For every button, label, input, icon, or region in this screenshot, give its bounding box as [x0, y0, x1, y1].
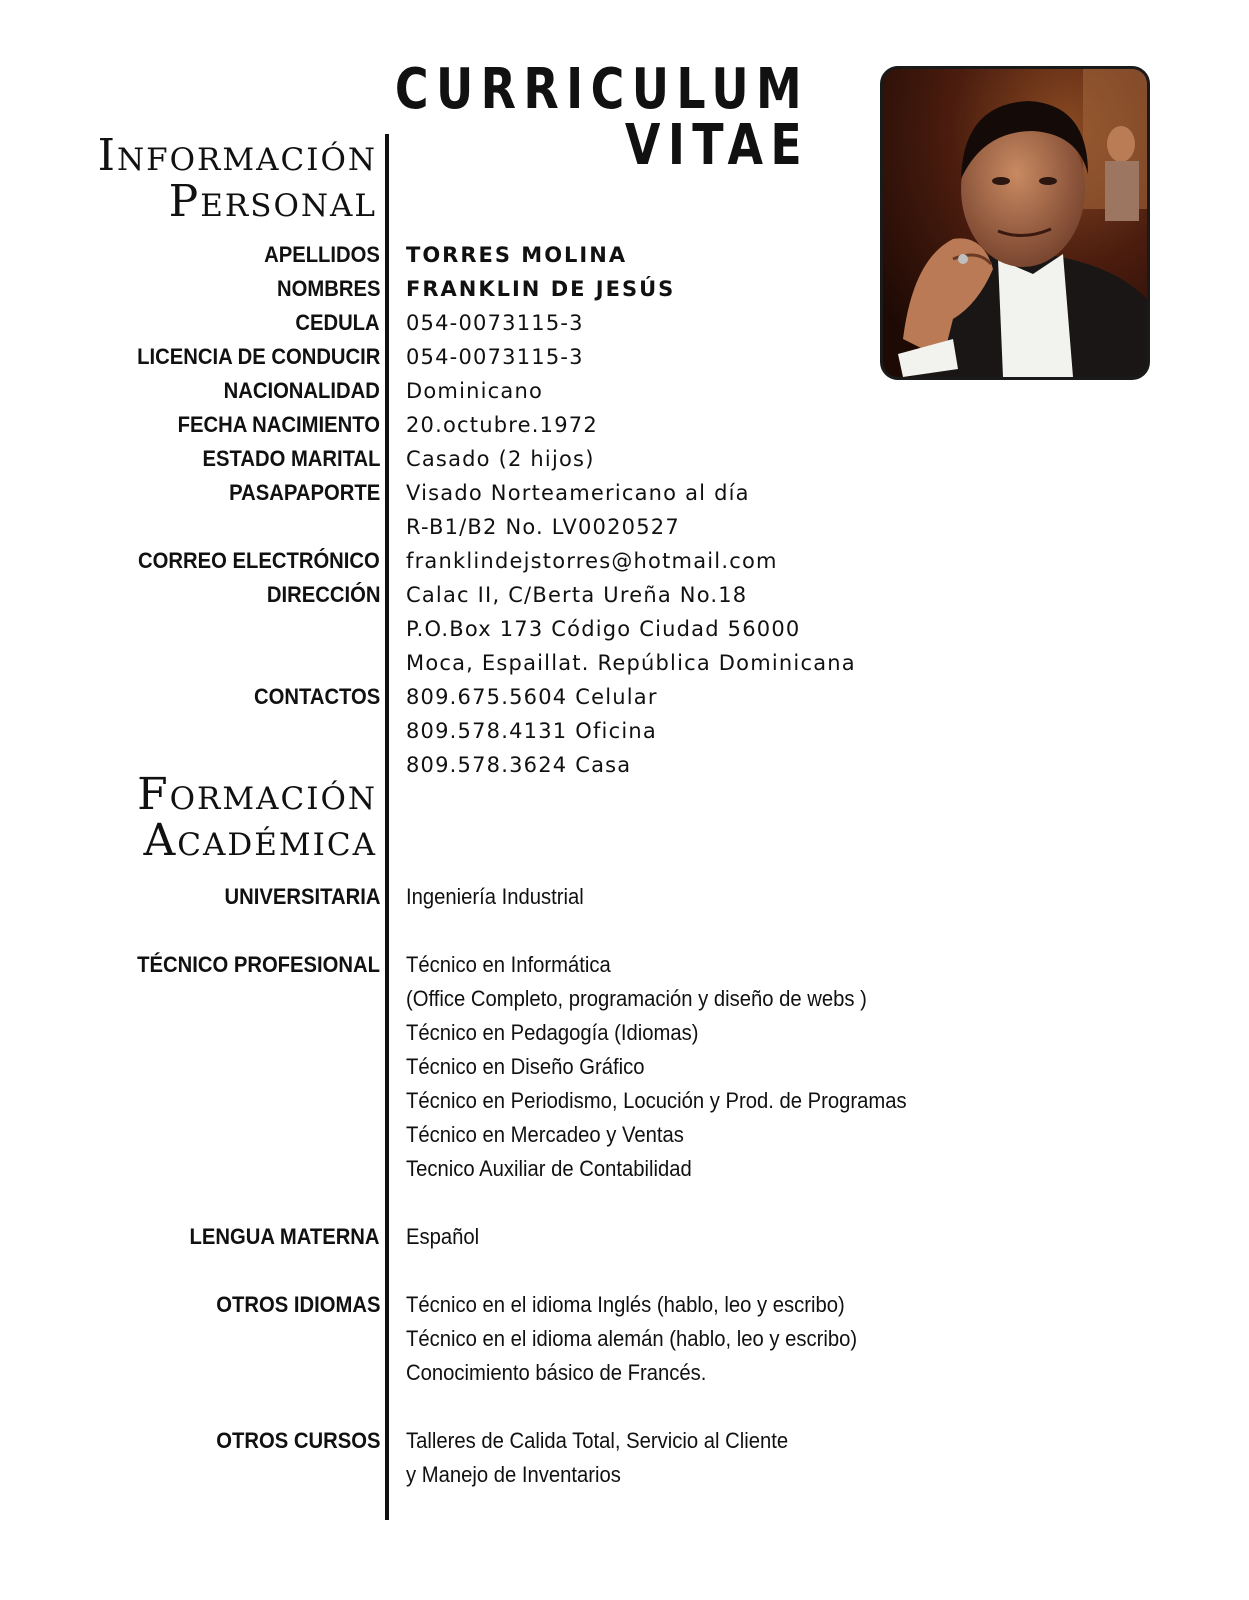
row-otros-cursos: [0, 1424, 1249, 1458]
label-cedula: CEDULA: [295, 310, 380, 335]
heading-line: Información: [97, 130, 377, 181]
list-item: Técnico en Periodismo, Locución y Prod. de Programas: [406, 1088, 907, 1113]
row-tecnico-cont: [0, 1118, 1249, 1152]
title-line-curriculum: CURRICULUM: [394, 57, 809, 122]
list-item: Técnico en Pedagogía (Idiomas): [406, 1020, 699, 1045]
row-pasaporte: [0, 476, 1249, 510]
list-item: Talleres de Calida Total, Servicio al Cliente: [406, 1428, 789, 1453]
row-contactos: [0, 680, 1249, 714]
row-otros-idiomas-cont: [0, 1322, 1249, 1356]
document-title: [394, 57, 809, 178]
label-nombres: NOMBRES: [276, 276, 380, 301]
row-tecnico: [0, 948, 1249, 982]
row-nacionalidad: [0, 374, 1249, 408]
row-tecnico-cont: [0, 1152, 1249, 1186]
label-contactos: CONTACTOS: [253, 684, 380, 709]
list-item: (Office Completo, programación y diseño de webs ): [406, 986, 867, 1011]
value-cedula: 054-0073115-3: [406, 311, 584, 335]
list-item: Tecnico Auxiliar de Contabilidad: [406, 1156, 692, 1181]
row-universitaria: [0, 880, 1249, 914]
row-lengua-materna: [0, 1220, 1249, 1254]
heading-line: Académica: [143, 815, 377, 866]
value-nombres: FRANKLIN DE JESÚS: [406, 277, 676, 301]
list-item: Técnico en Mercadeo y Ventas: [406, 1122, 684, 1147]
list-item: y Manejo de Inventarios: [406, 1462, 621, 1487]
value-nacionalidad: Dominicano: [406, 379, 544, 403]
value-estado-marital: Casado (2 hijos): [406, 447, 595, 471]
value-licencia: 054-0073115-3: [406, 345, 584, 369]
list-item: Técnico en Informática: [406, 952, 611, 977]
row-tecnico-cont: [0, 1050, 1249, 1084]
label-nacionalidad: NACIONALIDAD: [223, 378, 380, 403]
label-licencia: LICENCIA DE CONDUCIR: [136, 344, 380, 369]
value-fecha-nacimiento: 20.octubre.1972: [406, 413, 598, 437]
heading-line: Formación: [137, 769, 377, 820]
section-heading-academic: [137, 769, 377, 866]
label-otros-idiomas: OTROS IDIOMAS: [215, 1292, 380, 1317]
value-contacto: 809.578.3624 Casa: [406, 753, 632, 777]
value-direccion: Calac II, C/Berta Ureña No.18: [406, 583, 748, 607]
label-correo: CORREO ELECTRÓNICO: [138, 548, 380, 573]
row-apellidos: [0, 238, 1249, 272]
value-apellidos: TORRES MOLINA: [406, 243, 628, 267]
value-direccion-line: Moca, Espaillat. República Dominicana: [406, 651, 856, 675]
row-direccion: [0, 578, 1249, 612]
value-universitaria: Ingeniería Industrial: [406, 884, 584, 909]
row-tecnico-cont: [0, 982, 1249, 1016]
list-item: Conocimiento básico de Francés.: [406, 1360, 707, 1385]
row-otros-idiomas: [0, 1288, 1249, 1322]
value-pasaporte: Visado Norteamericano al día: [406, 481, 750, 505]
label-estado-marital: ESTADO MARITAL: [201, 446, 380, 471]
row-pasaporte-cont: [0, 510, 1249, 544]
label-lengua-materna: LENGUA MATERNA: [189, 1224, 380, 1249]
value-lengua-materna: Español: [406, 1224, 480, 1249]
list-item: Técnico en Diseño Gráfico: [406, 1054, 645, 1079]
value-contacto: 809.578.4131 Oficina: [406, 719, 657, 743]
label-apellidos: APELLIDOS: [264, 242, 380, 267]
label-pasaporte: PASAPAPORTE: [228, 480, 380, 505]
row-contactos-cont: [0, 714, 1249, 748]
row-direccion-cont: [0, 646, 1249, 680]
row-otros-idiomas-cont: [0, 1356, 1249, 1390]
value-correo: franklindejstorres@hotmail.com: [406, 549, 778, 573]
label-fecha-nacimiento: FECHA NACIMIENTO: [177, 412, 380, 437]
value-contacto: 809.675.5604 Celular: [406, 685, 658, 709]
label-direccion: DIRECCIÓN: [266, 582, 380, 607]
label-tecnico: TÉCNICO PROFESIONAL: [137, 952, 380, 977]
row-licencia: [0, 340, 1249, 374]
heading-line: Personal: [168, 176, 377, 227]
row-tecnico-cont: [0, 1016, 1249, 1050]
row-nombres: [0, 272, 1249, 306]
value-pasaporte-number: R-B1/B2 No. LV0020527: [406, 515, 680, 539]
value-direccion-line: P.O.Box 173 Código Ciudad 56000: [406, 617, 801, 641]
title-line-vitae: VITAE: [624, 113, 809, 178]
row-tecnico-cont: [0, 1084, 1249, 1118]
label-universitaria: UNIVERSITARIA: [224, 884, 380, 909]
row-estado-marital: [0, 442, 1249, 476]
label-otros-cursos: OTROS CURSOS: [215, 1428, 380, 1453]
row-otros-cursos-cont: [0, 1458, 1249, 1492]
row-direccion-cont: [0, 612, 1249, 646]
row-fecha-nacimiento: [0, 408, 1249, 442]
section-heading-personal: [97, 130, 377, 227]
list-item: Técnico en el idioma Inglés (hablo, leo y escribo): [406, 1292, 845, 1317]
row-correo: [0, 544, 1249, 578]
row-cedula: [0, 306, 1249, 340]
list-item: Técnico en el idioma alemán (hablo, leo y escribo): [406, 1326, 858, 1351]
